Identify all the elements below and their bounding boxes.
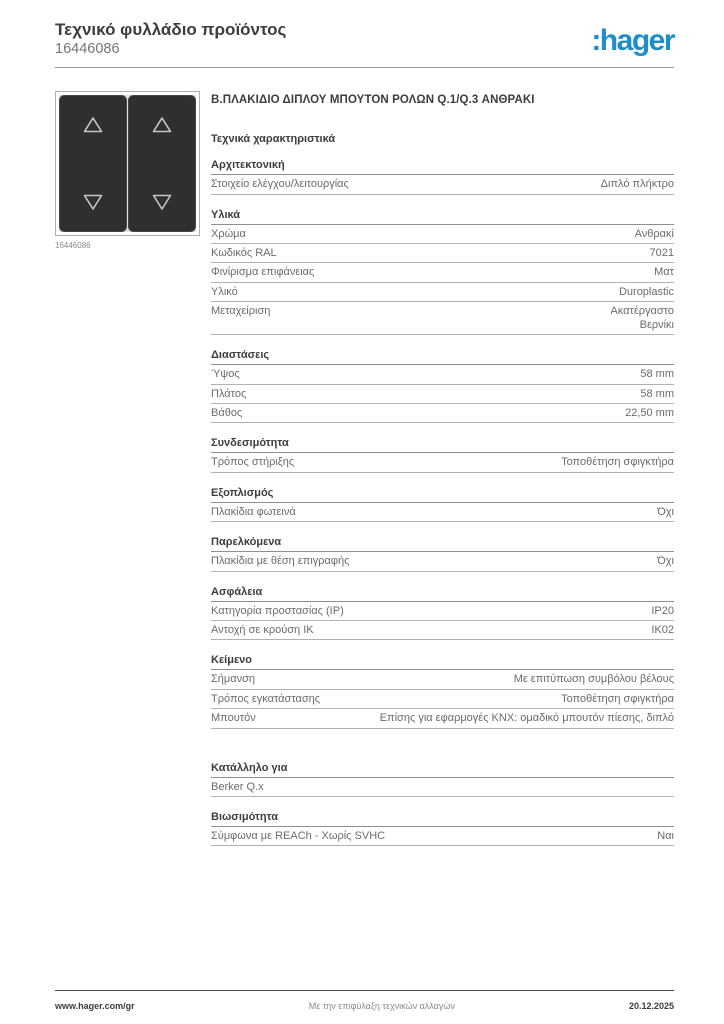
spec-section: [211, 536, 674, 571]
spec-row: [211, 552, 674, 571]
spec-section: [211, 349, 674, 423]
product-number: 16446086: [55, 41, 120, 58]
section-title: Υλικά: [211, 209, 674, 225]
spec-label: Τρόπος εγκατάστασης: [211, 692, 321, 705]
footer-date: 20.12.2025: [628, 1001, 674, 1011]
spec-section: [211, 437, 674, 472]
section-title: Συνδεσιμότητα: [211, 437, 674, 453]
spec-value: 7021: [649, 247, 674, 260]
spec-row: [211, 365, 674, 384]
spec-section: [211, 811, 674, 846]
spec-row: [211, 453, 674, 472]
section-title: Κείμενο: [211, 654, 674, 670]
spec-value: 58 mm: [640, 368, 674, 381]
spec-row: [211, 263, 674, 282]
spec-label: Σήμανση: [211, 673, 256, 686]
spec-row: [211, 827, 674, 846]
spec-section: [211, 209, 674, 335]
doc-title: Τεχνικό φυλλάδιο προϊόντος: [55, 20, 287, 39]
spec-row: [211, 283, 674, 302]
spec-label: Βάθος: [211, 406, 243, 419]
spec-section: [211, 487, 674, 522]
rocker-switch-illustration: [59, 95, 196, 232]
product-image-column: [55, 91, 200, 846]
spec-label: Χρώμα: [211, 227, 246, 240]
spec-row: [211, 778, 674, 797]
spec-column: [211, 91, 674, 846]
spec-label: Υλικό: [211, 285, 238, 298]
spec-row: [211, 244, 674, 263]
section-title: Διαστάσεις: [211, 349, 674, 365]
section-title: Εξοπλισμός: [211, 487, 674, 503]
tech-characteristics-label: Τεχνικά χαρακτηριστικά: [211, 133, 336, 146]
spec-label: Αντοχή σε κρούση IK: [211, 623, 314, 636]
spec-row: [211, 709, 674, 728]
header-divider: [55, 67, 674, 68]
spec-value: IK02: [651, 623, 674, 636]
footer-website-link[interactable]: www.hager.com/gr: [55, 1001, 135, 1011]
spec-section: [211, 654, 674, 728]
spec-label: Φινίρισμα επιφάνειας: [211, 266, 315, 279]
spec-label: Ύψος: [211, 368, 240, 381]
spec-value: Ναι: [657, 829, 674, 842]
spec-value: Τοποθέτηση σφιγκτήρα: [561, 456, 674, 469]
spec-value: Επίσης για εφαρμογές KNX: ομαδικό μπουτόν πίεσης, διπλό: [379, 712, 674, 725]
spec-label: Τρόπος στήριξης: [211, 456, 295, 469]
spec-value: Όχι: [657, 555, 674, 568]
spec-label: Μπουτόν: [211, 712, 256, 725]
product-title: Β.ΠΛΑΚΙΔΙΟ ΔΙΠΛΟΥ ΜΠΟΥΤΟΝ ΡΟΛΩΝ Q.1/Q.3 ΑΝΘΡΑΚΙ: [211, 94, 535, 107]
spec-label: Berker Q.x: [211, 780, 264, 793]
section-title: Αρχιτεκτονική: [211, 159, 674, 175]
spec-label: Σύμφωνα με REACh - Χωρίς SVHC: [211, 829, 386, 842]
spec-row: [211, 404, 674, 423]
main-content: [55, 91, 674, 846]
spec-label: Πλακίδια φωτεινά: [211, 505, 296, 518]
header: [55, 0, 674, 57]
hager-logo: :hager: [591, 24, 674, 57]
spec-label: Μεταχείριση: [211, 305, 271, 318]
spec-label: Πλακίδια με θέση επιγραφής: [211, 555, 350, 568]
spec-value: Duroplastic: [618, 285, 674, 298]
spec-value: 58 mm: [640, 387, 674, 400]
spec-row: [211, 621, 674, 640]
footer-disclaimer: Με την επιφύλαξη τεχνικών αλλαγών: [308, 1001, 455, 1011]
spec-value: Όχι: [657, 505, 674, 518]
image-caption: 16446086: [55, 241, 91, 251]
section-title: Βιωσιμότητα: [211, 811, 674, 827]
spec-value: IP20: [651, 604, 674, 617]
footer-row: [55, 1001, 674, 1011]
spec-row: [211, 690, 674, 709]
footer-divider: [55, 990, 674, 991]
spec-label: Κωδικός RAL: [211, 247, 277, 260]
section-title: Παρελκόμενα: [211, 536, 674, 552]
spec-value: Διπλό πλήκτρο: [600, 178, 674, 191]
spec-row: [211, 225, 674, 244]
spec-section: [211, 586, 674, 641]
spec-row: [211, 602, 674, 621]
spec-value: Ματ: [654, 266, 674, 279]
header-titles: [55, 19, 286, 57]
spec-label: Στοιχείο ελέγχου/λειτουργίας: [211, 178, 349, 191]
product-image: [55, 91, 200, 236]
spec-row: [211, 503, 674, 522]
section-title: Κατάλληλο για: [211, 762, 674, 778]
section-title: Ασφάλεια: [211, 586, 674, 602]
spec-value: Ακατέργαστο Βερνίκι: [610, 305, 674, 331]
spec-section: [211, 159, 674, 194]
footer: [55, 990, 674, 1011]
spec-label: Κατηγορία προστασίας (IP): [211, 604, 344, 617]
spec-label: Πλάτος: [211, 387, 247, 400]
spec-value: Ανθρακί: [634, 227, 674, 240]
spec-row: [211, 175, 674, 194]
spec-value: Με επιτύπωση συμβόλου βέλους: [513, 673, 674, 686]
spec-section: [211, 762, 674, 797]
spec-value: Τοποθέτηση σφιγκτήρα: [561, 692, 674, 705]
spec-value: 22,50 mm: [625, 406, 674, 419]
spec-row: [211, 385, 674, 404]
spec-row: [211, 302, 674, 335]
spec-sections: [211, 159, 674, 846]
spec-row: [211, 670, 674, 689]
